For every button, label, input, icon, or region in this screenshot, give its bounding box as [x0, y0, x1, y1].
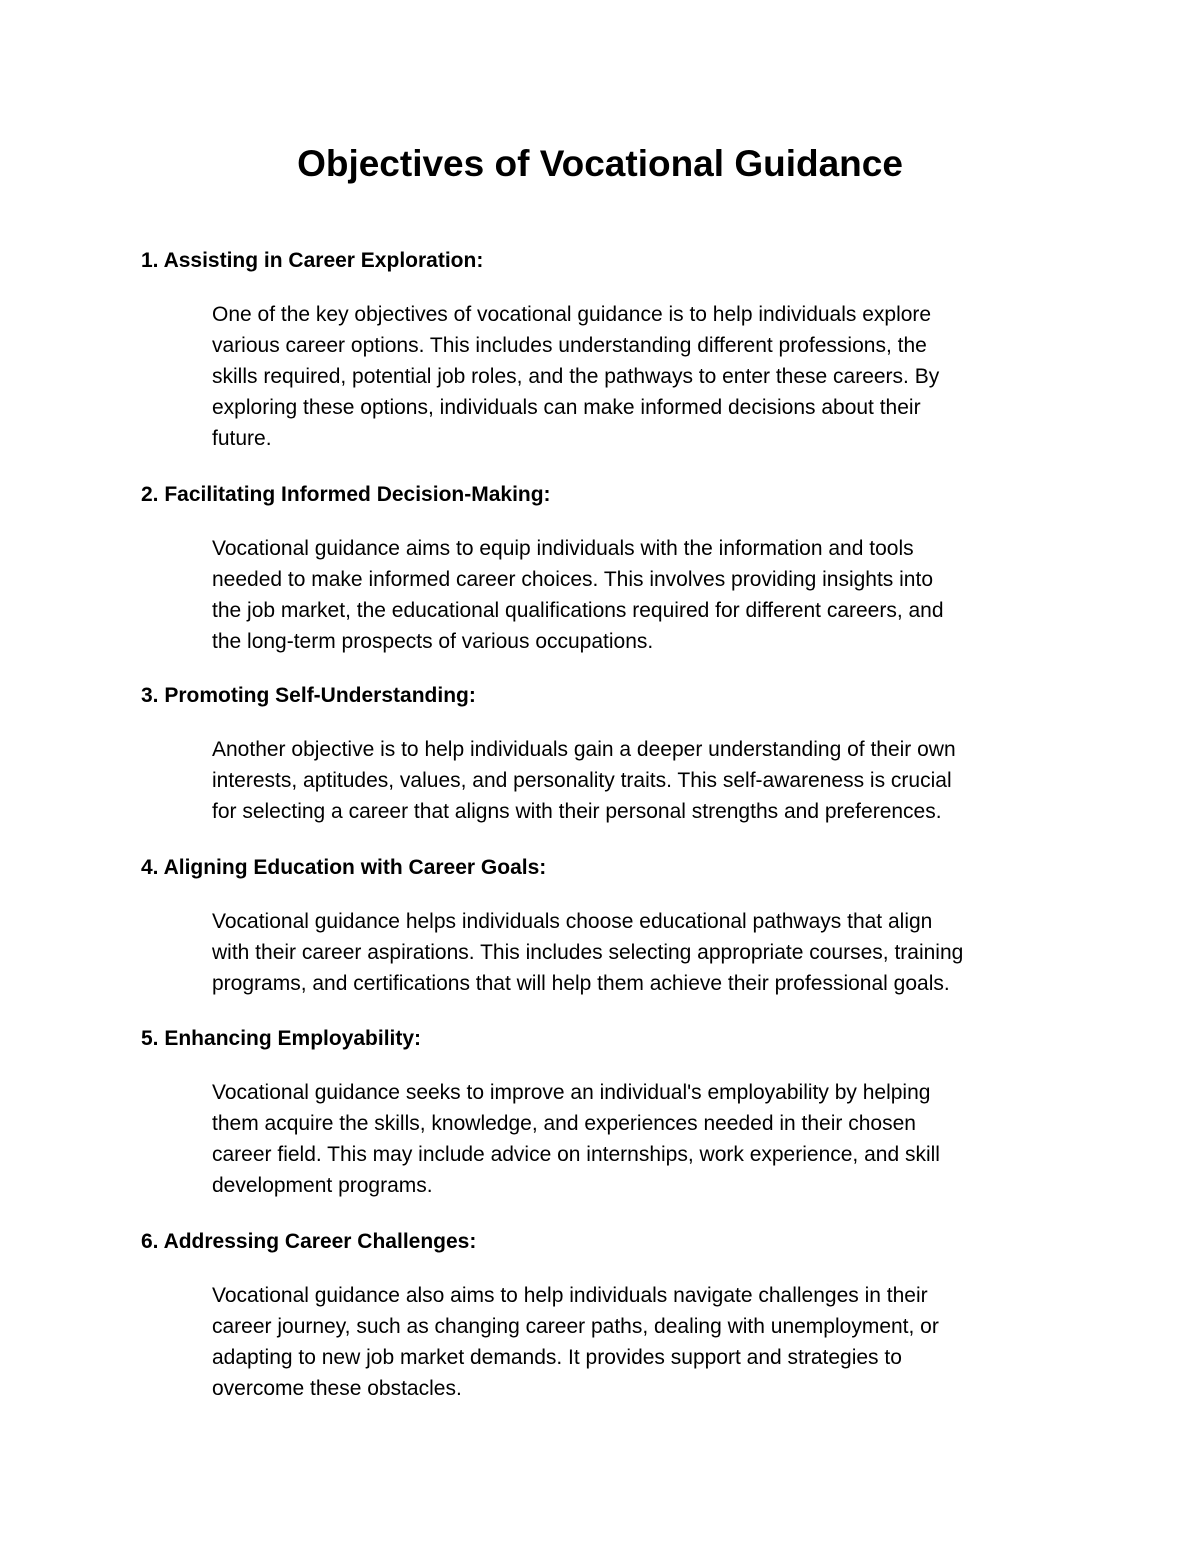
page-title: Objectives of Vocational Guidance: [297, 143, 903, 184]
section-body: [212, 533, 1072, 657]
body-line: future.: [212, 427, 272, 450]
section-heading: 3. Promoting Self-Understanding:: [141, 684, 476, 707]
body-line: career field. This may include advice on internships, work experience, and skill: [212, 1143, 940, 1166]
body-line: exploring these options, individuals can make informed decisions about their: [212, 396, 921, 419]
body-line: for selecting a career that aligns with their personal strengths and preferences.: [212, 800, 942, 823]
section-body: [212, 299, 1072, 454]
body-line: Vocational guidance also aims to help individuals navigate challenges in their: [212, 1284, 928, 1307]
section-heading: 6. Addressing Career Challenges:: [141, 1230, 477, 1253]
body-line: programs, and certifications that will help them achieve their professional goals.: [212, 972, 950, 995]
body-line: needed to make informed career choices. This involves providing insights into: [212, 568, 933, 591]
section-heading: 1. Assisting in Career Exploration:: [141, 249, 484, 272]
body-line: Another objective is to help individuals gain a deeper understanding of their own: [212, 738, 956, 761]
section-heading: 4. Aligning Education with Career Goals:: [141, 856, 547, 879]
body-line: Vocational guidance aims to equip individuals with the information and tools: [212, 537, 914, 560]
body-line: adapting to new job market demands. It provides support and strategies to: [212, 1346, 902, 1369]
body-line: the long-term prospects of various occupations.: [212, 630, 654, 653]
section-body: [212, 906, 1072, 999]
body-line: interests, aptitudes, values, and personality traits. This self-awareness is crucial: [212, 769, 952, 792]
section-heading: 2. Facilitating Informed Decision-Making:: [141, 483, 551, 506]
body-line: the job market, the educational qualifications required for different careers, and: [212, 599, 944, 622]
body-line: various career options. This includes understanding different professions, the: [212, 334, 927, 357]
section-body: [212, 1280, 1072, 1404]
body-line: Vocational guidance seeks to improve an individual's employability by helping: [212, 1081, 931, 1104]
body-line: overcome these obstacles.: [212, 1377, 462, 1400]
section-body: [212, 734, 1072, 827]
body-line: them acquire the skills, knowledge, and experiences needed in their chosen: [212, 1112, 916, 1135]
body-line: One of the key objectives of vocational guidance is to help individuals explore: [212, 303, 932, 326]
body-line: development programs.: [212, 1174, 433, 1197]
body-line: with their career aspirations. This includes selecting appropriate courses, training: [212, 941, 964, 964]
body-line: Vocational guidance helps individuals choose educational pathways that align: [212, 910, 933, 933]
section-body: [212, 1077, 1072, 1201]
body-line: career journey, such as changing career paths, dealing with unemployment, or: [212, 1315, 939, 1338]
section-heading: 5. Enhancing Employability:: [141, 1027, 422, 1050]
body-line: skills required, potential job roles, and the pathways to enter these careers. By: [212, 365, 940, 388]
